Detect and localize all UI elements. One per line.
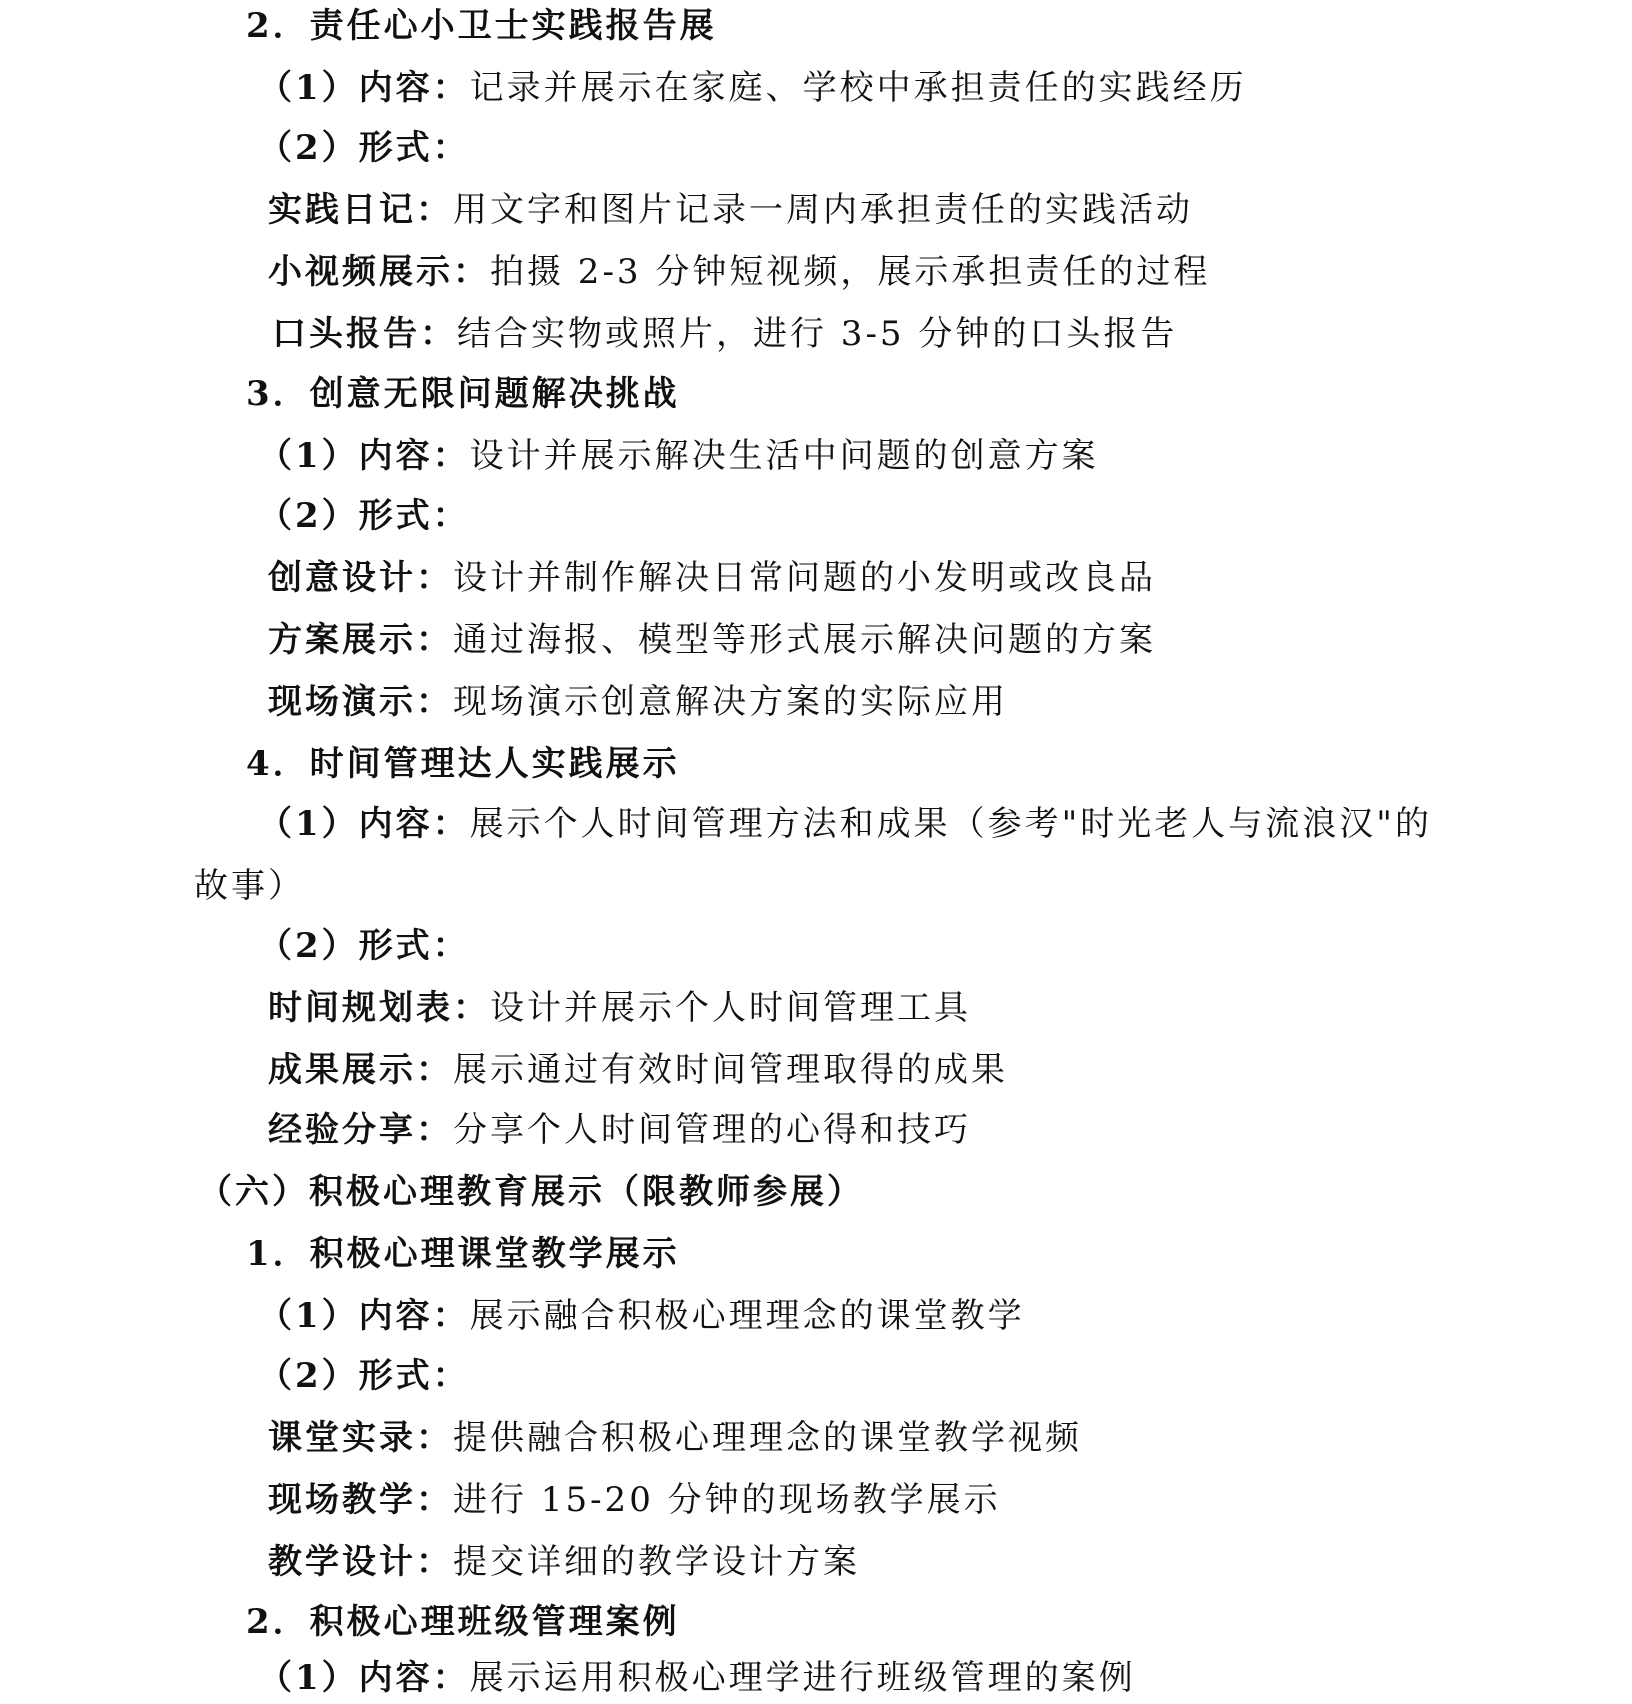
content-line — [258, 432, 1099, 480]
form-item — [268, 248, 1210, 296]
form-item — [268, 1476, 1001, 1524]
form-label: （2）形式： — [258, 496, 470, 536]
section-heading: 4．时间管理达人实践展示 — [246, 744, 680, 784]
content-line — [258, 1292, 1025, 1340]
content-label: （1）内容： — [258, 1658, 470, 1698]
content-text: 展示个人时间管理方法和成果（参考"时光老人与流浪汉"的 — [469, 804, 1432, 844]
form-item-label: 现场演示： — [268, 682, 453, 722]
content-line — [258, 800, 1432, 848]
form-item — [268, 186, 1193, 234]
form-item-text: 现场演示创意解决方案的实际应用 — [453, 682, 1008, 722]
form-label: （2）形式： — [258, 1356, 470, 1396]
form-item-text: 进行 15-20 分钟的现场教学展示 — [453, 1480, 1001, 1520]
form-item-label: 成果展示： — [268, 1050, 453, 1090]
content-text-continued: 故事） — [194, 866, 305, 906]
content-label: （1）内容： — [258, 68, 470, 108]
section-heading: 1．积极心理课堂教学展示 — [246, 1234, 680, 1274]
section-heading: 3．创意无限问题解决挑战 — [246, 374, 680, 414]
content-text: 展示运用积极心理学进行班级管理的案例 — [469, 1658, 1136, 1698]
form-item-text: 提交详细的教学设计方案 — [453, 1542, 860, 1582]
form-item — [268, 616, 1156, 664]
form-item-label: 时间规划表： — [268, 988, 490, 1028]
form-item-label: 方案展示： — [268, 620, 453, 660]
form-item-text: 设计并制作解决日常问题的小发明或改良品 — [453, 558, 1156, 598]
form-item-label: 教学设计： — [268, 1542, 453, 1582]
form-item-label: 现场教学： — [268, 1480, 453, 1520]
content-label: （1）内容： — [258, 804, 470, 844]
form-item-label: 经验分享： — [268, 1110, 453, 1150]
form-item-label: 实践日记： — [268, 190, 453, 230]
form-item — [268, 1414, 1082, 1462]
form-item — [268, 1046, 1008, 1094]
content-label: （1）内容： — [258, 436, 470, 476]
content-line — [258, 1654, 1136, 1702]
form-item-text: 拍摄 2-3 分钟短视频，展示承担责任的过程 — [490, 252, 1211, 292]
chapter-heading: （六）积极心理教育展示（限教师参展） — [198, 1172, 864, 1212]
form-label: （2）形式： — [258, 926, 470, 966]
content-text: 设计并展示解决生活中问题的创意方案 — [469, 436, 1099, 476]
form-item-text: 通过海报、模型等形式展示解决问题的方案 — [453, 620, 1156, 660]
form-item-label: 创意设计： — [268, 558, 453, 598]
content-label: （1）内容： — [258, 1296, 470, 1336]
form-item-text: 提供融合积极心理理念的课堂教学视频 — [453, 1418, 1082, 1458]
form-label: （2）形式： — [258, 128, 470, 168]
form-item — [268, 678, 1008, 726]
form-item-text: 设计并展示个人时间管理工具 — [490, 988, 971, 1028]
form-item-text: 用文字和图片记录一周内承担责任的实践活动 — [453, 190, 1193, 230]
content-text: 记录并展示在家庭、学校中承担责任的实践经历 — [469, 68, 1247, 108]
form-item-text: 结合实物或照片，进行 3-5 分钟的口头报告 — [457, 314, 1178, 354]
content-line — [258, 64, 1247, 112]
content-text: 展示融合积极心理理念的课堂教学 — [469, 1296, 1025, 1336]
form-item — [268, 1106, 971, 1154]
form-item-text: 展示通过有效时间管理取得的成果 — [453, 1050, 1008, 1090]
form-item — [272, 310, 1177, 358]
section-heading: 2．积极心理班级管理案例 — [246, 1602, 680, 1642]
section-heading: 2．责任心小卫士实践报告展 — [246, 6, 717, 46]
form-item-label: 小视频展示： — [268, 252, 490, 292]
form-item-label: 课堂实录： — [268, 1418, 453, 1458]
form-item — [268, 554, 1156, 602]
form-item — [268, 1538, 860, 1586]
form-item-label: 口头报告： — [272, 314, 457, 354]
form-item — [268, 984, 971, 1032]
form-item-text: 分享个人时间管理的心得和技巧 — [453, 1110, 971, 1150]
